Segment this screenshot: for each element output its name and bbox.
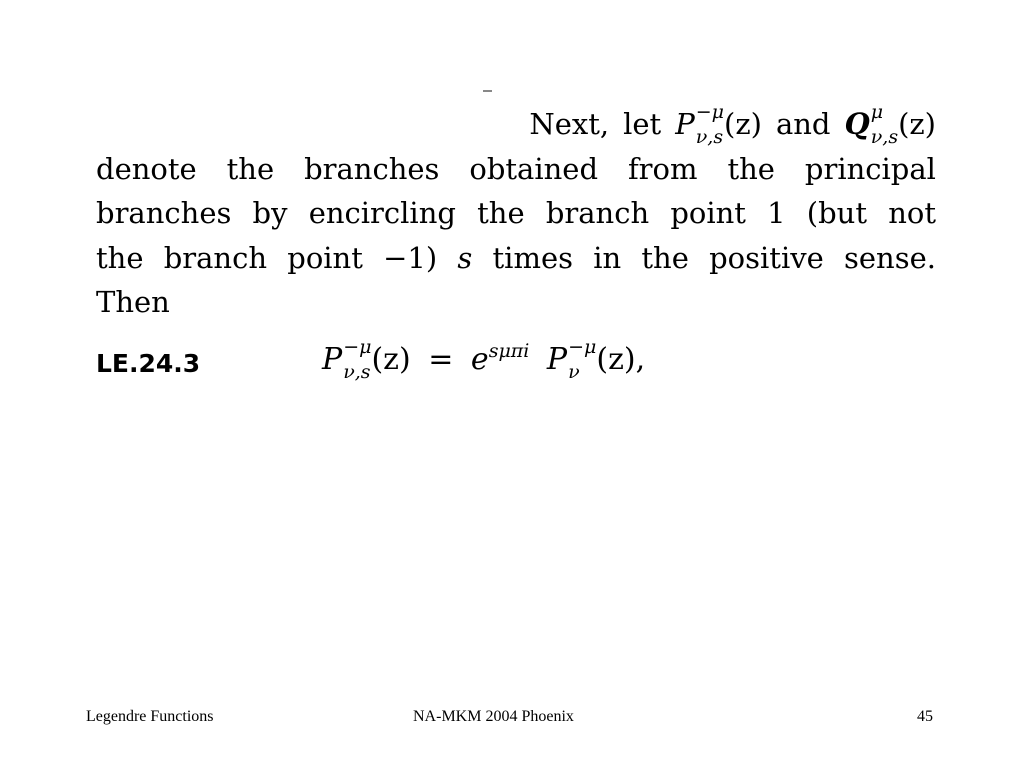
math-P-nu-s-neg-mu: P −μ ν,s (z): [675, 101, 762, 148]
footer-event: NA-MKM 2004 Phoenix: [413, 708, 574, 725]
footer-title: Legendre Functions: [86, 708, 214, 725]
word: let: [623, 107, 662, 141]
equation-label: LE.24.3: [96, 349, 201, 378]
math-Q-nu-s-mu: Q μ ν,s (z): [844, 101, 936, 148]
paragraph-line-3: branches by encircling the branch point 1 (but not: [96, 196, 936, 230]
paragraph-line-1: [96, 102, 936, 147]
body-paragraph: [96, 102, 936, 325]
paragraph-line-4: the branch point −1) s times in the positive sense.: [96, 236, 936, 281]
math-s: s: [457, 240, 473, 275]
paragraph-line-5: Then: [96, 285, 170, 319]
page-number: 45: [917, 708, 933, 725]
scan-artifact: [483, 90, 492, 92]
equation-le-24-3: P −μ ν,s $(z) = e^{s\mu\pi i}$ P −μ ν (z),: [322, 336, 646, 383]
paragraph-line-2: denote the branches obtained from the principal: [96, 151, 936, 186]
word: and: [775, 107, 831, 141]
word: Next,: [529, 107, 610, 141]
